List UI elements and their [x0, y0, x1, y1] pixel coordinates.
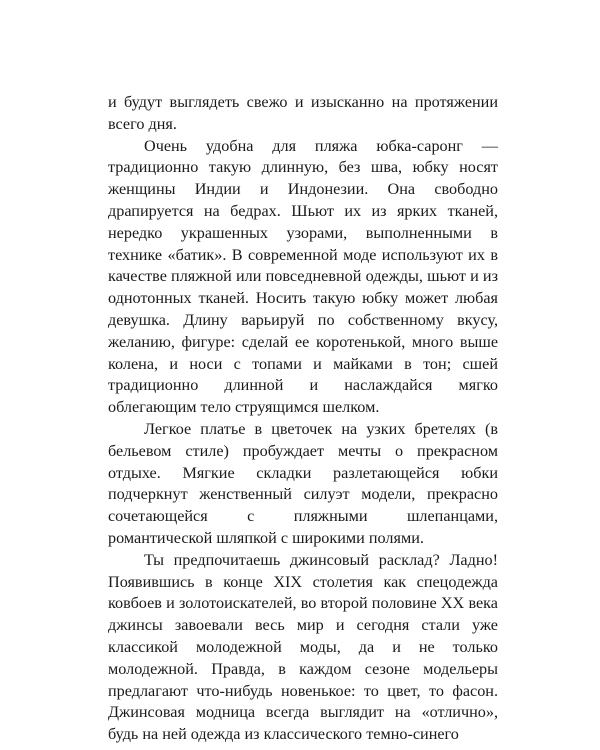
- body-text: [108, 92, 498, 746]
- paragraph-2: Очень удобна для пляжа юбка-саронг — традиционно такую длинную, без шва, юбку носят женщины Индии и Индонезии. Она свободно драпируется на бедрах. Шьют их из ярких тканей, нередко украшенных узорами, выполненными в технике «батик». В современной моде используют их в качестве пляжной или повседневной одежды, шьют и из однотонных тканей. Носить такую юбку может любая девушка. Длину варьируй по собственному вкусу, желанию, фигуре: сделай ее коротенькой, много выше колена, и носи с топами и майками в тон; сшей традиционно длинной и наслаждайся мягко облегающим тело струящимся шелком.: [108, 136, 498, 417]
- paragraph-3: Легкое платье в цветочек на узких бретелях (в бельевом стиле) пробуждает мечты о прекрасном отдыхе. Мягкие складки разлетающейся юбки подчеркнут женственный силуэт модели, прекрасно сочетающейся с пляжными шлепанцами, романтической шляпкой с широкими полями.: [108, 419, 498, 547]
- paragraph-4: Ты предпочитаешь джинсовый расклад? Ладно! Появившись в конце XIX столетия как спецодежда ковбоев и золотоискателей, во второй половине XX века джинсы завоевали весь мир и сегодня стали уже классикой молодежной моды, да и не только молодежной. Правда, в каждом сезоне модельеры предлагают что-нибудь новенькое: то цвет, то фасон. Джинсовая модница всегда выглядит на «отлично», будь на ней одежда из классического темно-синего: [108, 550, 498, 744]
- paragraph-1: и будут выглядеть свежо и изысканно на протяжении всего дня.: [108, 93, 498, 133]
